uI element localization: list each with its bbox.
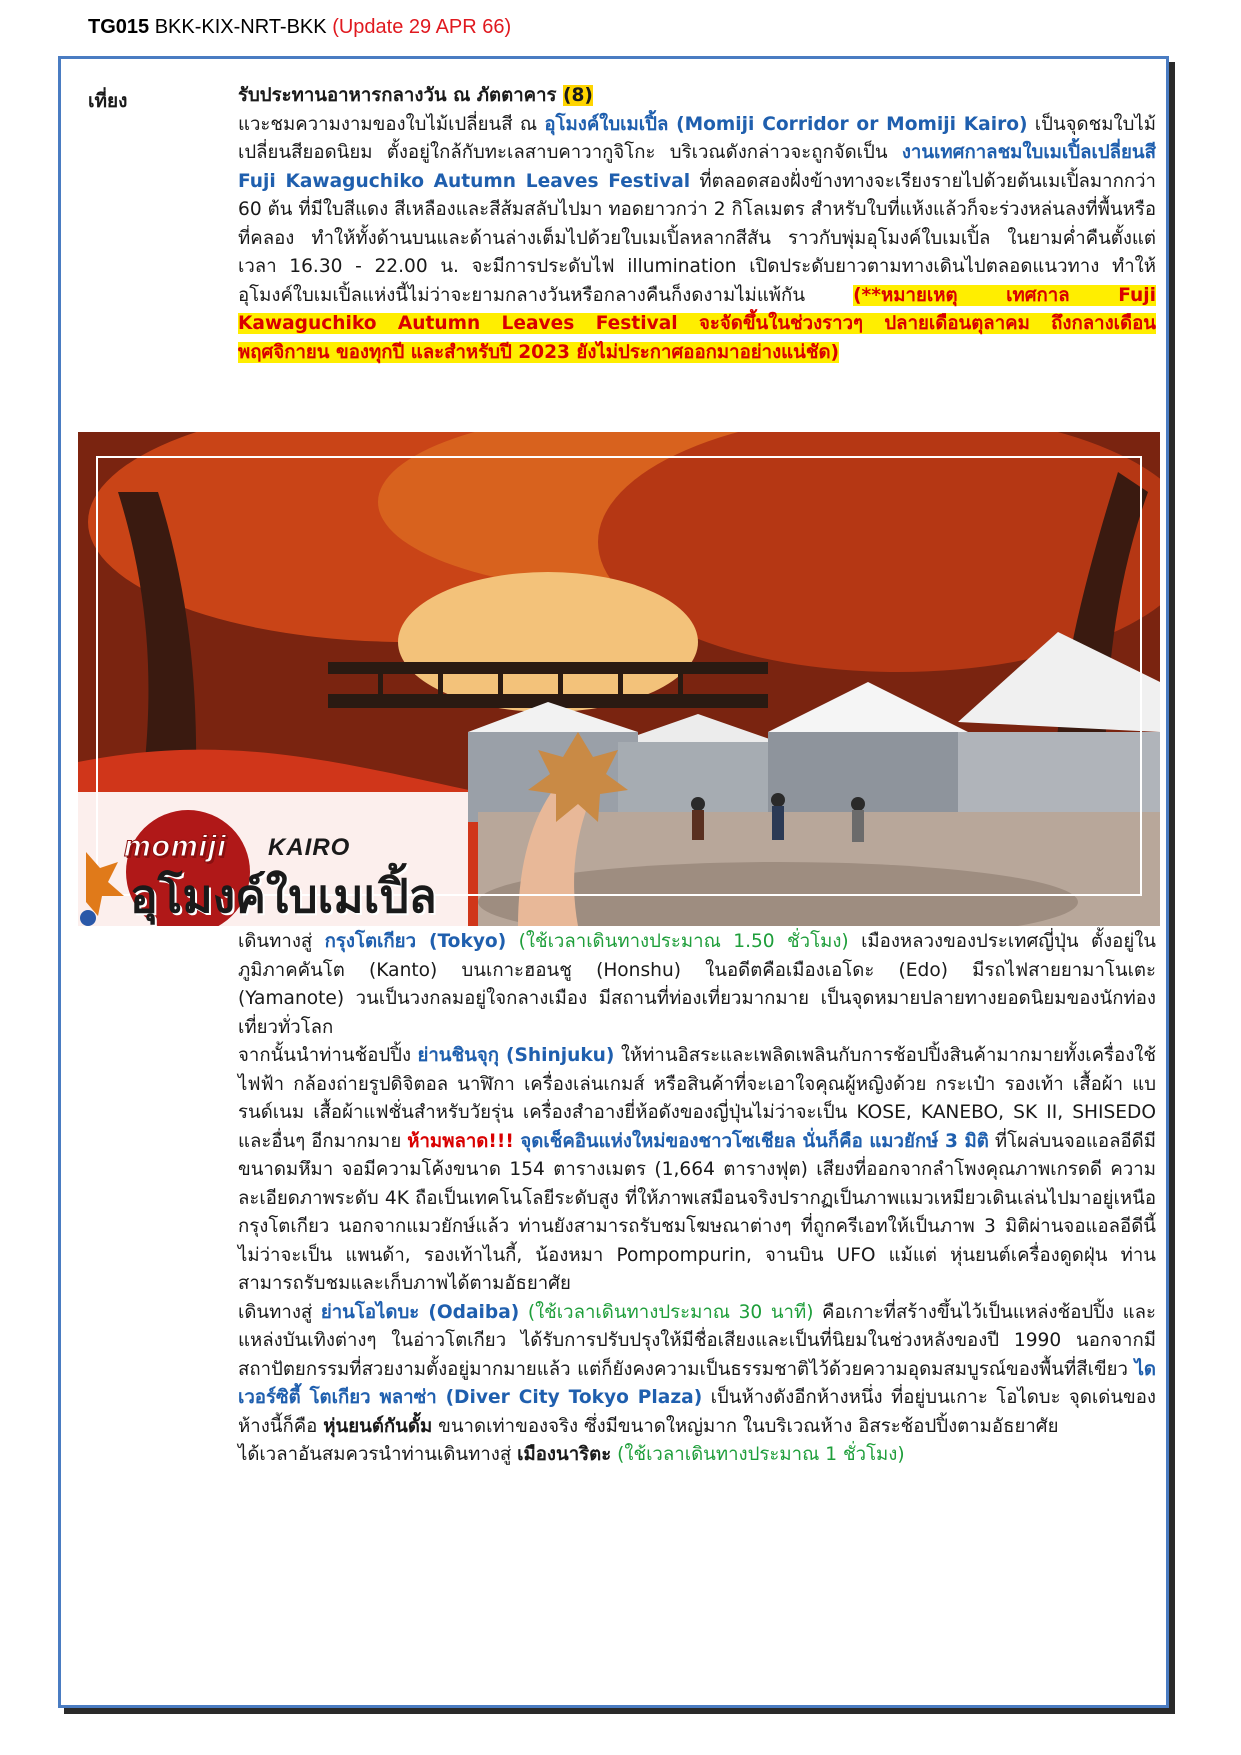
shinjuku-paragraph (238, 1042, 1156, 1299)
logo-badge-icon (80, 910, 96, 926)
logo-kairo-text: KAIRO (268, 834, 351, 861)
text-run: เป็นห้างดังอีกห้างหนึ่ง ที่อยู่บนเกาะ โอไดบะ จุดเด่นของห้างนี้ก็คือ (238, 1387, 1156, 1437)
odaiba-travel-time: (ใช้เวลาเดินทางประมาณ 30 นาที) (519, 1301, 814, 1323)
text-run: ที่โผล่บนจอแอลอีดีมีขนาดมหึมา จอมีความโค้งขนาด 154 ตารางเมตร (1,664 ตารางฟุต) เสียงที่ออกจากลำโพงคุณภาพเกรดดี ความละเอียดภาพระดับ 4K ถือเป็นเทคโนโลยีระดับสูง ที่ให้ภาพเสมือนจริงปรากฏเป็นภาพแมวเหมียวเดินเล่นไปมาอยู่เหนือกรุงโตเกียว นอกจากแมวยักษ์แล้ว ท่านยังสามารถรับชมโฆษณาต่างๆ ที่ถูกครีเอทให้เป็นภาพ 3 มิติผ่านจอแอลอีดีนี้ ไม่ว่าจะเป็น แพนด้า, รองเท้าไนกี้, น้องหมา Pompompurin, จานบิน UFO แม้แต่ หุ่นยนต์เครื่องดูดฝุ่น ท่านสามารถรับชมและเก็บภาพได้ตามอัธยาศัย (238, 1130, 1156, 1294)
text-run: คือเกาะที่สร้างขึ้นไว้เป็นแหล่งช้อปปิ้ง และแหล่งบันเทิงต่างๆ ในอ่าวโตเกียว ได้รับการปรับปรุงให้มีชื่อเสียงและเป็นที่นิยมในช่วงหลังของปี 1990 นอกจากมีสถาปัตยกรรมที่สวยงามตั้งอยู่มากมายแล้ว แต่ก็ยังคงความเป็นธรรมชาติไว้ด้วยความอุดมสมบูรณ์ของพื้นที่สีเขียว (238, 1301, 1157, 1380)
maple-leaf-icon (86, 852, 124, 916)
text-run: ให้ท่านอิสระและเพลิดเพลินกับการช้อปปิ้งสินค้ามากมายทั้งเครื่องใช้ไฟฟ้า กล้องถ่ายรูปดิจิตอล นาฬิกา เครื่องเล่นเกมส์ หรือสินค้าที่จะเอาใจคุณผู้หญิงด้วย กระเป๋า รองเท้า เสื้อผ้า แบรนด์เนม เสื้อผ้าแฟชั่นสำหรับวัยรุ่น เครื่องสำอางยี่ห้อดังของญี่ปุ่นไม่ว่าจะเป็น KOSE, KANEBO, SK II, SHISEDO และอื่นๆ อีกมากมาย (238, 1045, 1156, 1152)
odaiba-paragraph (238, 1299, 1156, 1442)
narita-travel-time: (ใช้เวลาเดินทางประมาณ 1 ชั่วโมง) (611, 1444, 905, 1465)
text-run: จากนั้นนำท่านช้อปปิ้ง (238, 1045, 418, 1066)
text-run: เป็นจุดชมใบไม้เปลี่ยนสียอดนิยม ตั้งอยู่ใกล้กับทะเลสาบคาวากูจิโกะ บริเวณดังกล่าวจะถูกจัดเป็น (238, 113, 1157, 163)
text-run: ที่ตลอดสองฝั่งข้างทางจะเรียงรายไปด้วยต้นเมเปิ้ลมากกว่า 60 ต้น ที่มีใบสีแดง สีเหลืองและสีส้มสลับไปมา ทอดยาวกว่า 2 กิโลเมตร สำหรับใบที่แห้งแล้วก็จะร่วงหล่นลงที่พื้นหรือที่คลอง ทำให้ทั้งด้านบนและด้านล่างเต็มไปด้วยใบเมเปิ้ลหลากสีสัน ราวกับพุ่มอุโมงค์ใบเมเปิ้ล ในยามค่ำคืนตั้งแต่เวลา 16.30 - 22.00 น. จะมีการประดับไฟ illumination เปิดประดับยาวตามทางเดินไปตลอดแนวทาง ทำให้อุโมงค์ใบเมเปิ้ลแห่งนี้ไม่ว่าจะยามกลางวันหรือกลางคืนก็งดงามไม่แพ้กัน (238, 170, 1157, 306)
momiji-section (238, 82, 1156, 367)
time-label: เที่ยง (88, 90, 128, 112)
tokyo-paragraph (238, 928, 1156, 1042)
text-run: ขนาดเท่าของจริง ซึ่งมีขนาดใหญ่มาก ในบริเวณห้าง อิสระช้อปปิ้งตามอัธยาศัย (432, 1415, 1059, 1437)
odaiba-name: ย่านโอไดบะ (Odaiba) (320, 1301, 520, 1323)
tokyo-travel-time: (ใช้เวลาเดินทางประมาณ 1.50 ชั่วโมง) (506, 931, 849, 952)
dont-miss-label: ห้ามพลาด!!! (407, 1130, 514, 1152)
momiji-paragraph (238, 111, 1156, 368)
tour-route: BKK-KIX-NRT-BKK (154, 16, 327, 38)
momiji-photo-collage (78, 432, 1160, 926)
logo-momiji-text: momiji (124, 830, 227, 863)
meal-number: (8) (562, 85, 593, 106)
tokyo-section (238, 928, 1156, 1470)
narita-paragraph (238, 1441, 1156, 1470)
text-run: เดินทางสู่ (238, 1301, 321, 1323)
tokyo-name: กรุงโตเกียว (Tokyo) (324, 931, 507, 952)
page-header (88, 16, 511, 39)
text-run: ได้เวลาอันสมควรนำท่านเดินทางสู่ (238, 1444, 518, 1465)
tour-code: TG015 (88, 16, 150, 38)
shinjuku-name: ย่านชินจุกุ (Shinjuku) (417, 1045, 615, 1066)
text-run: เดินทางสู่ (238, 931, 325, 952)
meal-line (238, 82, 1156, 111)
festival-name: งานเทศกาลชมใบเมเปิ้ลเปลี่ยนสี Fuji Kawaguchiko Autumn Leaves Festival (238, 142, 1156, 192)
logo-thai-text: อุโมงค์ใบเมเปิ้ล (130, 869, 437, 923)
update-date: (Update 29 APR 66) (332, 16, 512, 38)
gundam-highlight: หุ่นยนต์กันดั้ม (323, 1415, 433, 1437)
diver-city-name: ไดเวอร์ซิตี้ โตเกียว พลาซ่า (Diver City Tokyo Plaza) (238, 1358, 1156, 1408)
meal-text: รับประทานอาหารกลางวัน ณ ภัตตาคาร (238, 85, 557, 106)
text-run: เมืองหลวงของประเทศญี่ปุ่น ตั้งอยู่ในภูมิภาคคันโต (Kanto) บนเกาะฮอนชู (Honshu) ในอดีตคือเมืองเอโดะ (Edo) มีรถไฟสายยามาโนเตะ (Yamanote) วนเป็นวงกลมอยู่ใจกลางเมือง มีสถานที่ท่องเที่ยวมากมาย เป็นจุดหมายปลายทางยอดนิยมของนักท่องเที่ยวทั่วโลก (238, 931, 1156, 1038)
text-run: แวะชมความงามของใบไม้เปลี่ยนสี ณ (238, 113, 545, 135)
narita-name: เมืองนาริตะ (517, 1444, 612, 1465)
festival-note: (**หมายเหตุ เทศกาล Fuji Kawaguchiko Autumn Leaves Festival จะจัดขึ้นในช่วงราวๆ ปลายเดือนตุลาคม ถึงกลางเดือน พฤศจิกายน ของทุกปี และสำหรับปี 2023 ยังไม่ประกาศออกมาอย่างแน่ชัด) (238, 284, 1156, 363)
momiji-corridor-name: อุโมงค์ใบเมเปิ้ล (Momiji Corridor or Momiji Kairo) (544, 113, 1028, 135)
giant-cat-highlight: จุดเช็คอินแห่งใหม่ของชาวโซเชียล นั่นก็คือ แมวยักษ์ 3 มิติ (513, 1130, 989, 1152)
